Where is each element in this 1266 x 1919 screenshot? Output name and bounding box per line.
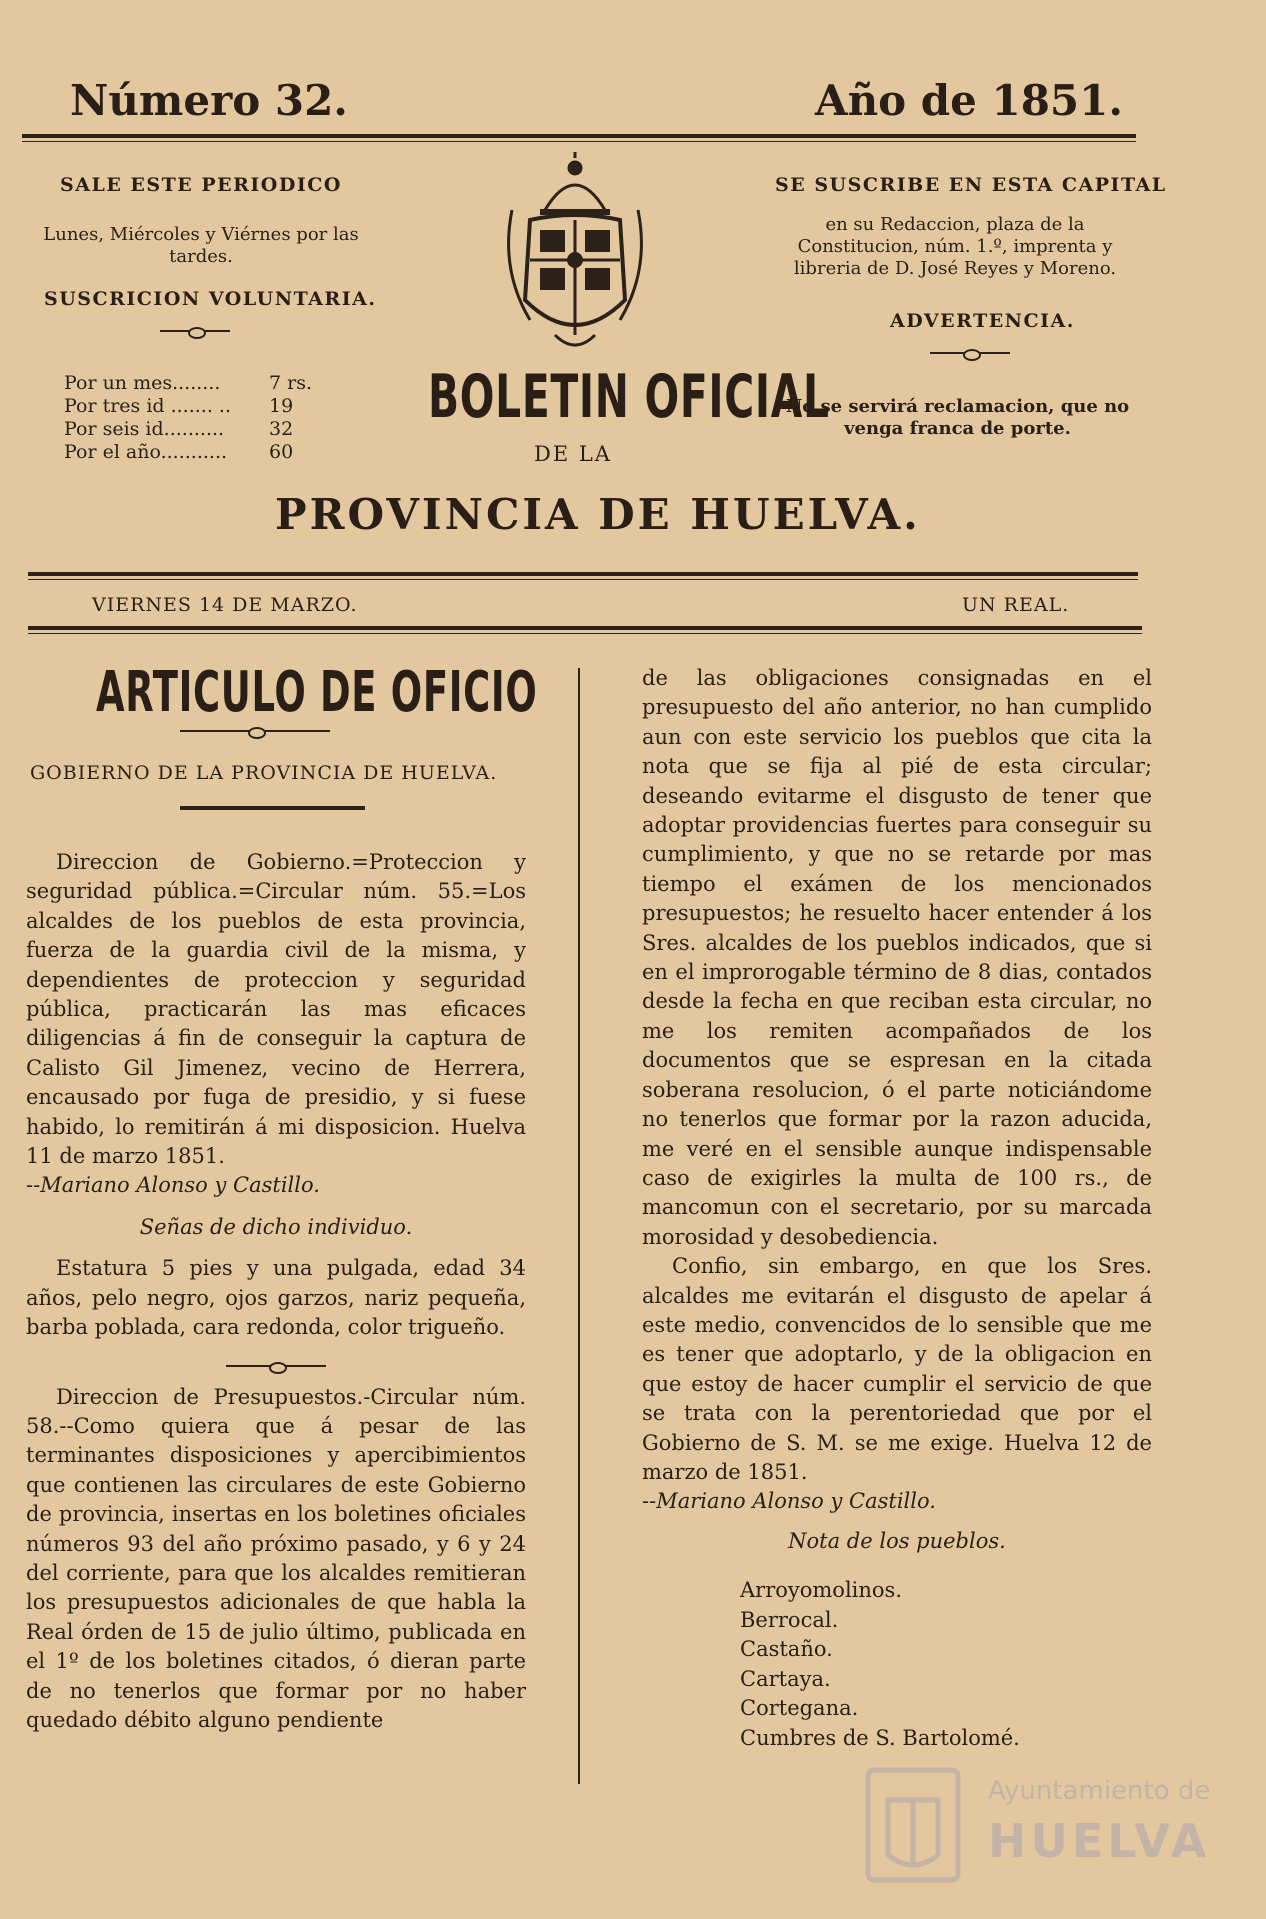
watermark-line2: HUELVA (988, 1814, 1211, 1868)
advertencia-heading: ADVERTENCIA. (890, 310, 1075, 332)
senas-heading: Señas de dicho individuo. (139, 1214, 413, 1239)
list-item: Cumbres de S. Bartolomé. (740, 1725, 1020, 1750)
ornament-divider (160, 330, 230, 332)
dias-publicacion: Lunes, Miércoles y Viérnes por las tardes. (43, 224, 359, 267)
boletin-title: BOLETIN OFICIAL (428, 362, 830, 432)
heading-underline (180, 806, 365, 810)
sale-heading: SALE ESTE PERIODICO (60, 174, 342, 196)
list-item: Cortegana. (740, 1696, 859, 1721)
top-rule (22, 134, 1136, 142)
right-column (642, 664, 1152, 1753)
ayuntamiento-watermark (858, 1760, 1211, 1890)
suscribe-heading: SE SUSCRIBE EN ESTA CAPITAL (775, 174, 1167, 196)
advertencia-texto: No se servirá reclamacion, que no venga franca de porte. (785, 396, 1130, 439)
watermark-logo-icon (858, 1760, 968, 1890)
circular-58-continuacion: de las obligaciones consignadas en el presupuesto del año anterior, no han cumplido aun con este servicio los pueblos que cita la nota que se fija al pié de esta circular; deseando evitarme el disgusto de tener que adoptar providencias fuertes para conseguir su cumplimiento, y que no se retarde por mas tiempo el exámen de los mencionados presupuestos; he resuelto hacer entender á los Sres. alcaldes de los pueblos indicados, que si en el improrogable término de 8 dias, contados desde la fecha en que reciban esta circular, no me los remiten acompañados de los documentos que se espresan en la citada soberana resolucion, ó el parte noticiándome no tenerlos que formar por la razon aducida, me veré en el sensible aunque indispensable caso de exigirles la multa de 100 rs., de mancomun con el secretario, por su marcada morosidad y desobediencia. (642, 666, 1152, 1249)
ornament-divider (180, 730, 330, 732)
articulo-title: ARTICULO DE OFICIO (96, 660, 538, 725)
de-la-text: DE LA (534, 442, 612, 466)
gobierno-heading: GOBIERNO DE LA PROVINCIA DE HUELVA. (30, 762, 498, 784)
price-list (64, 372, 312, 464)
list-item: Cartaya. (740, 1666, 831, 1691)
issue-year: Año de 1851. (815, 76, 1123, 125)
suscribe-detalle: en su Redaccion, plaza de la Constitucion, núm. 1.º, imprenta y libreria de D. José Reyes y Moreno. (793, 214, 1117, 279)
column-divider (578, 668, 580, 1784)
firma-2: --Mariano Alonso y Castillo. (642, 1489, 936, 1514)
price-row: Por un mes........ 7 rs. (64, 372, 313, 394)
nota-heading: Nota de los pueblos. (788, 1528, 1006, 1553)
senas-text: Estatura 5 pies y una pulgada, edad 34 años, pelo negro, ojos garzos, nariz pequeña, barba poblada, cara redonda, color trigueño. (26, 1256, 526, 1340)
list-item: Arroyomolinos. (740, 1578, 903, 1603)
price-row: Por tres id ....... .. 19 (64, 395, 294, 417)
circular-58-text: Direccion de Presupuestos.-Circular núm. 58.--Como quiera que á pesar de las terminantes disposiciones y apercibimientos que contienen las circulares de este Gobierno de provincia, insertas en los boletines oficiales números 93 del año próximo pasado, y 6 y 24 del corriente, para que los alcaldes remitieran los presupuestos adicionales de que habla la Real órden de 15 de julio último, publicada en el 1º de los boletines citados, ó dieran parte de no tenerlos que formar por no haber quedado débito alguno pendiente (26, 1384, 526, 1732)
firma-1: --Mariano Alonso y Castillo. (26, 1173, 320, 1198)
left-column (26, 848, 526, 1735)
price-row: Por el año........... 60 (64, 441, 294, 463)
price-row: Por seis id.......... 32 (64, 418, 294, 440)
date-rule (28, 626, 1142, 634)
issue-number: Número 32. (70, 76, 348, 125)
list-item: Castaño. (740, 1637, 833, 1662)
list-item: Berrocal. (740, 1607, 839, 1632)
circular-55-text: Direccion de Gobierno.=Proteccion y seguridad pública.=Circular núm. 55.=Los alcaldes de los pueblos de esta provincia, fuerza de la guardia civil de la misma, y dependientes de proteccion y seguridad pública, practicarán las mas eficaces diligencias á fin de conseguir la captura de Calisto Gil Jimenez, vecino de Herrera, encausado por fuga de presidio, y si fuese habido, lo remitirán á mi disposicion. Huelva 11 de marzo 1851. (26, 850, 526, 1169)
confio-text: Confio, sin embargo, en que los Sres. alcaldes me evitarán el disgusto de apelar á este medio, convencidos de lo sensible que me es tener que adoptarlo, y de la obligacion en que estoy de hacer cumplir el servicio de que se trata con la perentoriedad que por el Gobierno de S. M. se me exige. Huelva 12 de marzo de 1851. (642, 1254, 1152, 1484)
issue-date: VIERNES 14 DE MARZO. (92, 594, 358, 616)
provincia-title: PROVINCIA DE HUELVA. (275, 490, 921, 539)
issue-price: UN REAL. (962, 594, 1070, 616)
suscricion-heading: SUSCRICION VOLUNTARIA. (44, 288, 377, 310)
coat-of-arms-icon (500, 150, 650, 360)
ornament-divider (930, 352, 1010, 354)
pueblos-list (642, 1576, 1152, 1753)
ornament-divider (226, 1365, 326, 1367)
masthead-rule (28, 572, 1138, 580)
watermark-line1: Ayuntamiento de (988, 1776, 1211, 1806)
